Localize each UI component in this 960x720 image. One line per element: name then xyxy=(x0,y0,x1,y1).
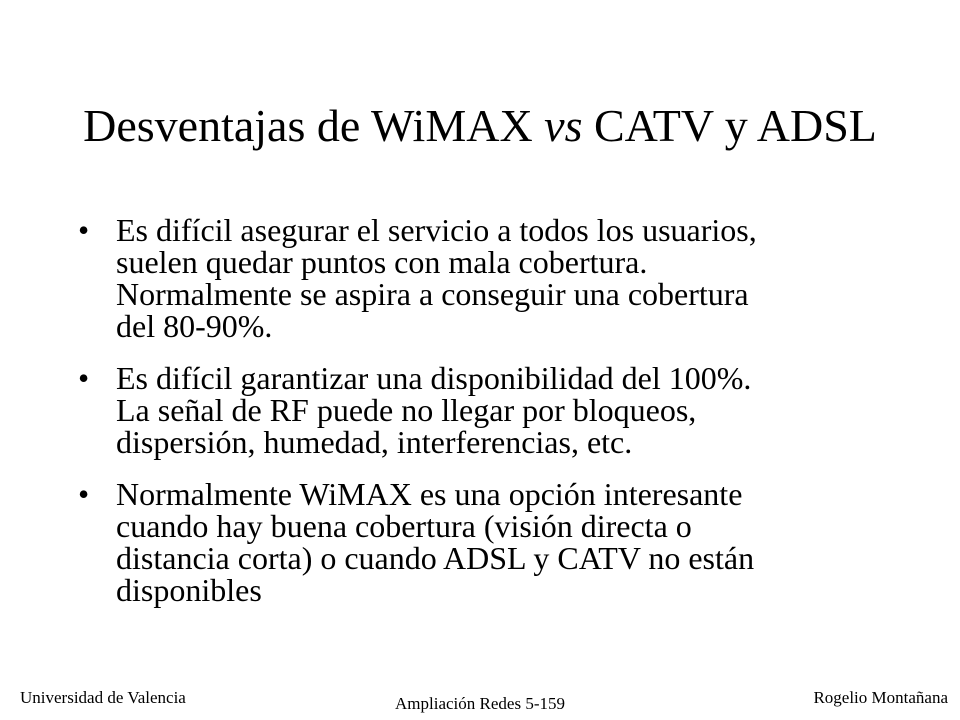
bullet-line: Es difícil asegurar el servicio a todos los usuarios, xyxy=(116,212,757,248)
bullet-line: distancia corta) o cuando ADSL y CATV no están xyxy=(116,540,755,576)
slide-title xyxy=(0,98,960,154)
bullet-line: La señal de RF puede no llegar por bloqueos, xyxy=(116,392,697,428)
bullet-line: suelen quedar puntos con mala cobertura. xyxy=(116,244,648,280)
title-emphasis: vs xyxy=(544,100,583,151)
bullet-line: Normalmente se aspira a conseguir una cobertura xyxy=(116,276,749,312)
footer-author: Rogelio Montañana xyxy=(813,688,948,707)
bullet-dot-icon: • xyxy=(78,476,90,512)
bullet-item xyxy=(76,362,876,458)
bullet-line: del 80-90%. xyxy=(116,308,273,344)
title-suffix: CATV y ADSL xyxy=(582,100,877,151)
bullet-list xyxy=(76,214,876,626)
bullet-line: disponibles xyxy=(116,572,262,608)
bullet-dot-icon: • xyxy=(78,360,90,396)
title-prefix: Desventajas de WiMAX xyxy=(83,100,545,151)
bullet-dot-icon: • xyxy=(78,212,90,248)
bullet-line: Es difícil garantizar una disponibilidad del 100%. xyxy=(116,360,752,396)
bullet-item xyxy=(76,478,876,606)
bullet-line: cuando hay buena cobertura (visión directa o xyxy=(116,508,692,544)
bullet-line: dispersión, humedad, interferencias, etc. xyxy=(116,424,633,460)
footer-institution: Universidad de Valencia xyxy=(20,688,186,707)
bullet-item xyxy=(76,214,876,342)
footer-course-page: Ampliación Redes 5-159 xyxy=(395,694,565,713)
bullet-line: Normalmente WiMAX es una opción interesante xyxy=(116,476,743,512)
